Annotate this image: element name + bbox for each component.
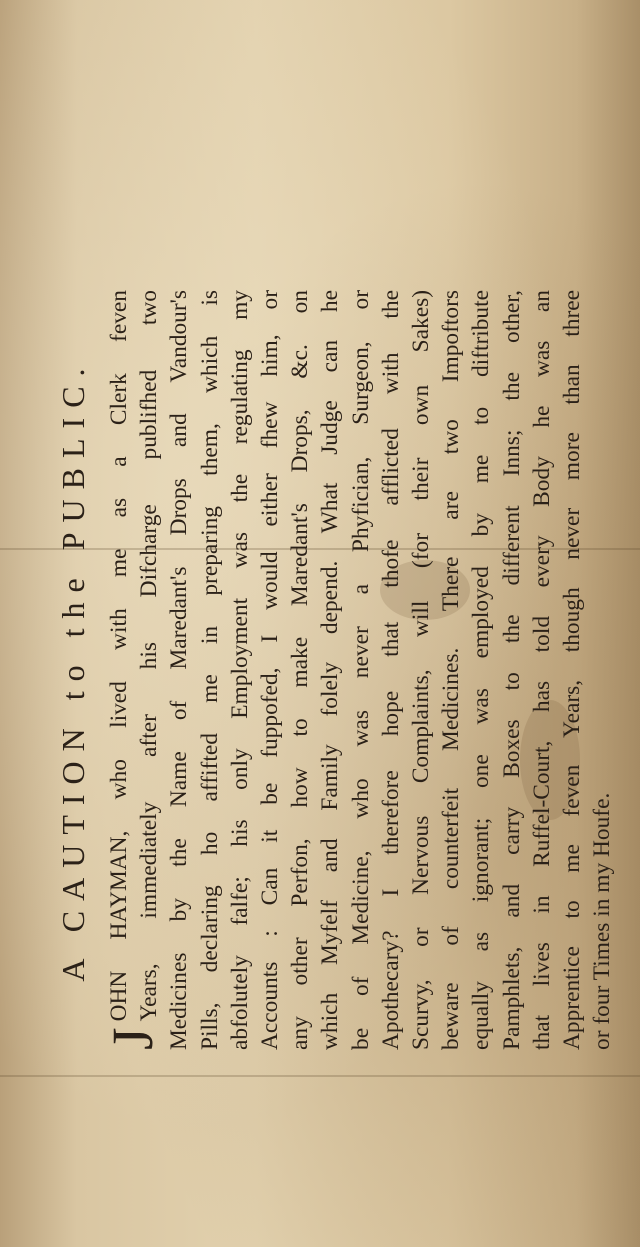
notice-line: Scurvy, or Nervous Complaints, will (for their own Sakes) xyxy=(408,290,435,1050)
notice-line: Years, immediately after his Difcharge publifhed two xyxy=(136,290,163,1022)
notice-line: any other Perfon, how to make Maredant's Drops, &c. on xyxy=(287,290,314,1050)
notice-line: Apothecary? I therefore hope that thofe afflicted with the xyxy=(377,290,404,1050)
notice-line: OHN HAYMAN, who lived with me as a Clerk feven xyxy=(106,290,132,1022)
notice-line: be of Medicine, who was never a Phyfician, Surgeon, or xyxy=(347,290,374,1050)
notice-line: equally as ignorant; one was employed by me to diftribute xyxy=(468,290,495,1050)
notice-heading: A CAUTION to the PUBLIC. xyxy=(55,358,91,982)
notice-line: Pamphlets, and carry Boxes to the different Inns; the other, xyxy=(498,290,525,1050)
notice-line: Pills, declaring ho affifted me in preparing them, which is xyxy=(196,290,223,1050)
notice-line: Apprentice to me feven Years, though never more than three xyxy=(559,290,586,1050)
fold-line xyxy=(0,1075,640,1077)
notice-line: which Myfelf and Family folely depend. What Judge can he xyxy=(317,290,344,1050)
drop-cap: J xyxy=(100,1027,165,1050)
notice-line: beware of counterfeit Medicines. There are two Impoftors xyxy=(438,290,465,1050)
notice-line: or four Times in my Houfe. xyxy=(589,792,616,1050)
notice-body xyxy=(100,290,617,1050)
caution-notice xyxy=(55,290,616,1050)
notice-line: Accounts : Can it be fuppofed, I would either fhew him, or xyxy=(257,290,284,1050)
notice-line: Medicines by the Name of Maredant's Drops and Vandour's xyxy=(166,290,193,1050)
notice-line: that lives in Ruffel-Court, has told every Body he was an xyxy=(528,290,555,1050)
notice-line: abfolutely falfe; his only Employment was the regulating my xyxy=(226,290,253,1050)
